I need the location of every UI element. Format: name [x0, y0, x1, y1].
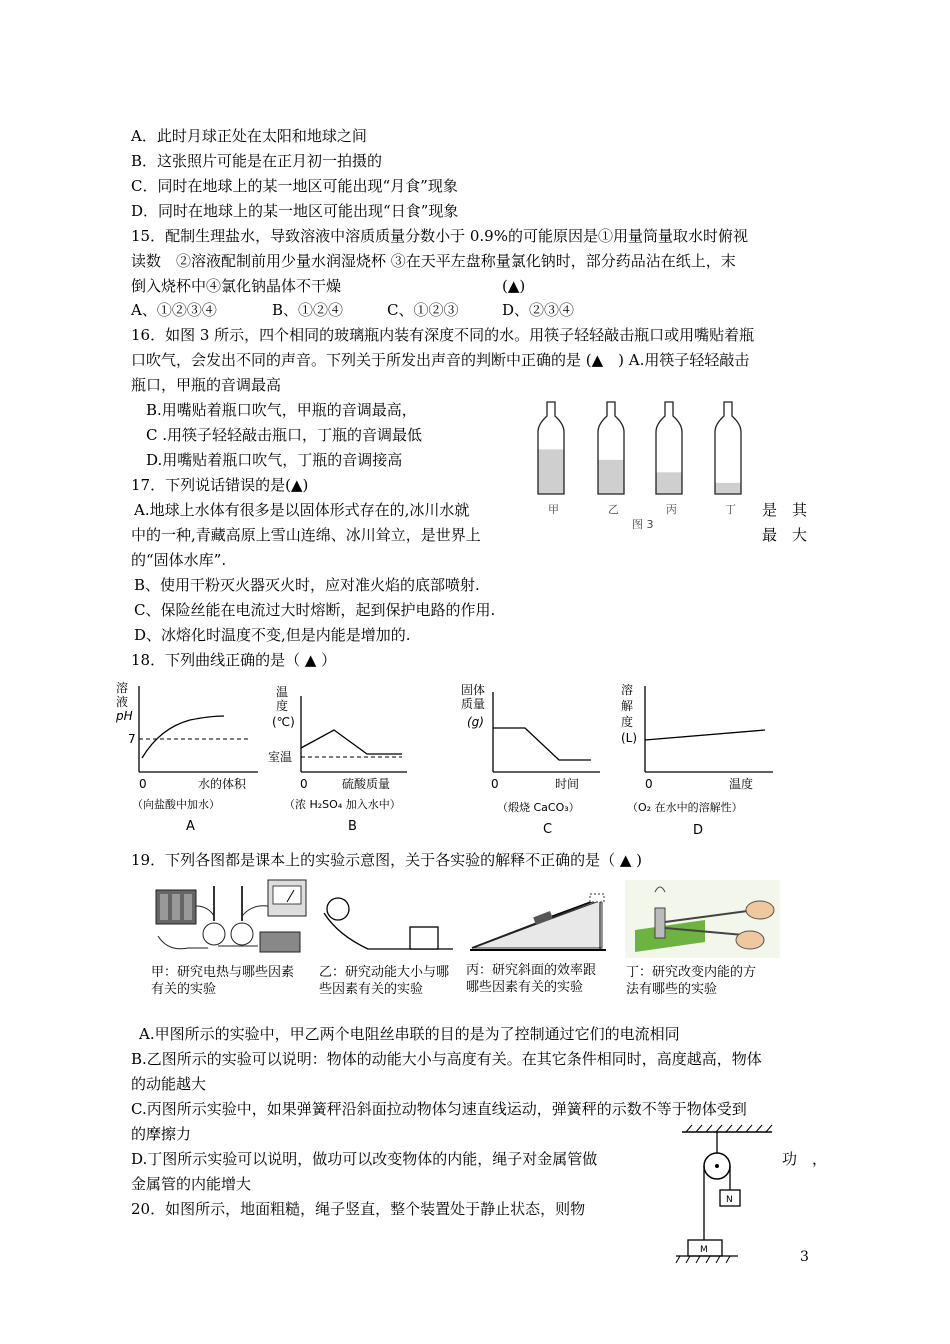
graph-c-origin: 0	[491, 777, 499, 791]
q16-line-3: 瓶口，甲瓶的音调最高	[131, 376, 282, 394]
q19-stem: 19．下列各图都是课本上的实验示意图，关于各实验的解释不正确的是（ ▲ )	[131, 851, 643, 869]
q14-option-a: A．此时月球正处在太阳和地球之间	[131, 127, 367, 145]
q17-option-a-line-2: 中的一种,青藏高原上雪山连绵、冰川耸立，是世界上	[131, 526, 481, 544]
q15-opt-b: B、①②④	[272, 301, 344, 319]
bottle-2	[598, 402, 624, 494]
graph-c-ylabel-2: 质量	[461, 697, 486, 711]
graph-b-ylabel-3: (℃)	[272, 715, 295, 729]
graph-b-xlabel: 硫酸质量	[342, 777, 391, 791]
q17-stem: 17．下列说话错误的是(▲)	[131, 476, 309, 494]
bottle-1	[538, 402, 564, 494]
bottle-label-ding: 丁	[725, 503, 736, 516]
graph-d-ylabel-4: (L)	[621, 731, 638, 745]
graph-c-curve	[493, 728, 591, 760]
graph-d-ylabel-2: 解	[621, 699, 634, 713]
graph-b-curve	[301, 730, 402, 754]
q17-option-a-line-1-right: 是 其	[762, 501, 808, 519]
bottle-label-yi: 乙	[608, 503, 619, 516]
q19-option-d-line-1: D.丁图所示实验可以说明，做功可以改变物体的内能，绳子对金属管做	[131, 1150, 598, 1168]
q19-caption-yi: 乙：研究动能大小与哪些因素有关的实验	[319, 965, 450, 997]
graph-c-letter: C	[543, 822, 553, 837]
bottle-3	[656, 402, 682, 494]
graph-d-line	[645, 730, 765, 740]
q19-option-a: A.甲图所示的实验中，甲乙两个电阻丝串联的目的是为了控制通过它们的电流相同	[139, 1025, 680, 1043]
graph-a-ylabel-2: 液	[116, 695, 129, 709]
bottle-label-jia: 甲	[548, 503, 559, 516]
q19-option-c-line-1: C.丙图所示实验中，如果弹簧秤沿斜面拉动物体匀速直线运动，弹簧秤的示数不等于物体受到	[131, 1100, 747, 1118]
q20-stem: 20．如图所示，地面粗糙，绳子竖直，整个装置处于静止状态，则物	[131, 1200, 586, 1218]
q16-option-c: C .用筷子轻轻敲击瓶口，丁瓶的音调最低	[146, 426, 423, 444]
graph-b-origin: 0	[300, 777, 308, 791]
q18-graph-d	[615, 678, 785, 840]
graph-a-letter: A	[186, 819, 195, 834]
graph-d-ylabel-3: 度	[621, 715, 634, 729]
figure-3-caption: 图 3	[632, 518, 654, 531]
graph-d-xlabel: 温度	[729, 777, 754, 791]
graph-b-note: （浓 H₂SO₄ 加入水中）	[284, 798, 401, 811]
q14-option-c: C．同时在地球上的某一地区可能出现“月食”现象	[131, 177, 458, 195]
q19-figure-bing	[462, 870, 612, 958]
graph-d-note: （O₂ 在水中的溶解性）	[627, 801, 743, 814]
q18-graph-b	[262, 680, 432, 840]
block-m-label: M	[700, 1245, 708, 1255]
graph-c-ylabel-3: (g)	[467, 715, 484, 729]
q19-caption-bing: 丙：研究斜面的效率跟哪些因素有关的实验	[466, 963, 597, 995]
graph-d-origin: 0	[645, 777, 653, 791]
bottle-label-bing: 丙	[666, 503, 677, 516]
q18-graph-a	[110, 678, 270, 838]
q18-stem: 18．下列曲线正确的是（ ▲ ）	[131, 651, 337, 669]
graph-a-origin: 0	[139, 777, 147, 791]
q17-option-a-line-3: 的“固体水库”.	[131, 551, 227, 569]
q15-line-2: 读数 ②溶液配制前用少量水润湿烧杯 ③在天平左盘称量氯化钠时，部分药品沾在纸上，末	[131, 252, 736, 270]
graph-d-ylabel-1: 溶	[621, 683, 634, 697]
graph-b-letter: B	[348, 819, 357, 834]
graph-a-curve	[142, 716, 224, 758]
graph-a-note: （向盐酸中加水）	[132, 798, 220, 811]
bottle-4	[715, 402, 741, 494]
block-n-label: N	[726, 1195, 733, 1205]
graph-c-ylabel-1: 固体	[461, 683, 486, 697]
q16-option-d: D.用嘴贴着瓶口吹气，丁瓶的音调接高	[146, 451, 403, 469]
graph-b-tick-room: 室温	[268, 750, 293, 764]
q18-graph-c	[455, 678, 615, 840]
bottle-water-2	[598, 460, 624, 494]
bottle-water-1	[538, 449, 564, 494]
q15-opt-c: C、①②③	[387, 301, 459, 319]
q19-option-d-line-1-right: 功 ，	[782, 1150, 828, 1168]
q15-answer-mark: (▲)	[502, 277, 526, 295]
q19-option-d-line-2: 金属管的内能增大	[131, 1175, 252, 1193]
q14-option-b: B．这张照片可能是在正月初一拍摄的	[131, 152, 383, 170]
graph-c-xlabel: 时间	[555, 777, 580, 791]
graph-a-ylabel-3: pH	[116, 709, 133, 723]
graph-a-tick-7: 7	[128, 732, 136, 746]
q17-option-b: B、使用干粉灭火器灭火时，应对准火焰的底部喷射.	[134, 576, 480, 594]
graph-a-ylabel-1: 溶	[116, 681, 129, 695]
graph-d-letter: D	[693, 823, 704, 838]
q14-option-d: D．同时在地球上的某一地区可能出现“日食”现象	[131, 202, 459, 220]
graph-a-xlabel: 水的体积	[198, 777, 247, 791]
q19-option-b-line-2: 的动能越大	[131, 1075, 207, 1093]
bottle-outline-4	[715, 402, 741, 494]
q15-opt-a: A、①②③④	[131, 301, 217, 319]
q16-option-b: B.用嘴贴着瓶口吹气，甲瓶的音调最高，	[146, 401, 417, 419]
q17-option-a-line-2-right: 最 大	[762, 526, 808, 544]
q15-line-3: 倒入烧杯中④氯化钠晶体不干燥	[131, 277, 342, 295]
q19-option-b-line-1: B.乙图所示的实验可以说明：物体的动能大小与高度有关。在其它条件相同时，高度越高，物体	[131, 1050, 762, 1068]
q17-option-d: D、冰熔化时温度不变,但是内能是增加的.	[134, 626, 411, 644]
q17-option-a-line-1: A.地球上水体有很多是以固体形式存在的,冰川水就	[134, 501, 470, 519]
page-number: 3	[800, 1249, 809, 1265]
q15-line-1: 15．配制生理盐水，导致溶液中溶质质量分数小于 0.9%的可能原因是①用量筒量取水时俯视	[131, 227, 748, 245]
q19-caption-jia: 甲：研究电热与哪些因素有关的实验	[151, 965, 295, 997]
graph-b-ylabel-1: 温	[276, 685, 289, 699]
q19-caption-ding: 丁：研究改变内能的方法有哪些的实验	[626, 965, 757, 997]
q15-opt-d: D、②③④	[502, 301, 575, 319]
graph-b-ylabel-2: 度	[276, 699, 289, 713]
bottle-water-3	[656, 472, 682, 494]
q19-figure-jia	[148, 876, 313, 960]
bottle-water-4	[715, 483, 741, 494]
q19-option-c-line-2: 的摩擦力	[131, 1125, 192, 1143]
q20-pulley-figure	[672, 1122, 782, 1268]
graph-c-note: （煅烧 CaCO₃）	[497, 801, 580, 814]
figure-3-bottles	[520, 398, 760, 533]
q17-option-c: C、保险丝能在电流过大时熔断，起到保护电路的作用.	[134, 601, 496, 619]
q19-figure-yi	[318, 895, 458, 955]
q16-line-2: 口吹气，会发出不同的声音。下列关于所发出声音的判断中正确的是 (▲ ) A.用筷子轻轻敲击	[131, 351, 750, 369]
q19-figure-ding	[625, 880, 780, 958]
q16-line-1: 16．如图 3 所示，四个相同的玻璃瓶内装有深度不同的水。用筷子轻轻敲击瓶口或用嘴贴着瓶	[131, 326, 755, 344]
